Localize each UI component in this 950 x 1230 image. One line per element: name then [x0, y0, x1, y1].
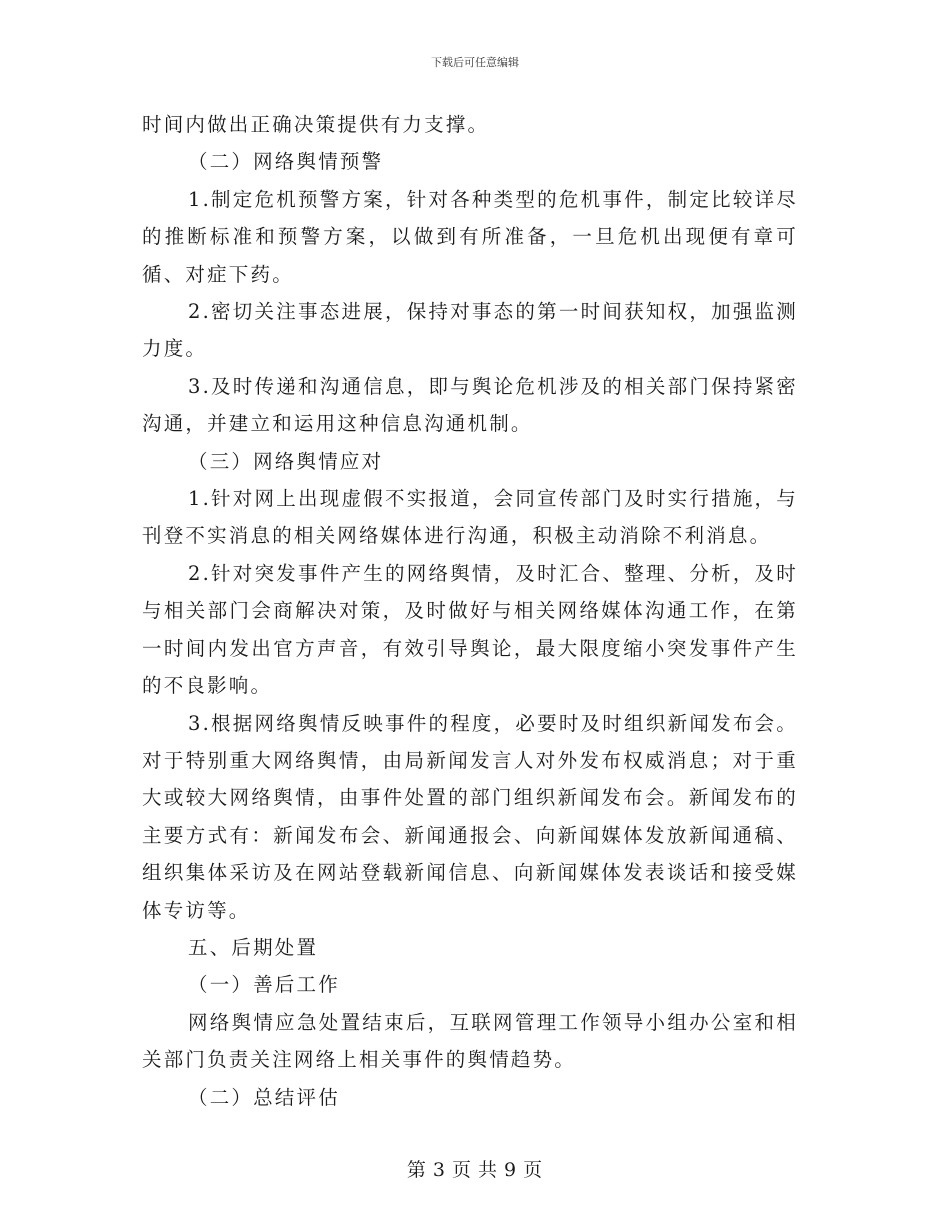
footer-page-number: 3 — [432, 1159, 446, 1181]
page-footer — [0, 1155, 950, 1182]
paragraph: 2.针对突发事件产生的网络舆情，及时汇合、整理、分析，及时与相关部门会商解决对策，及时做好与相关网络媒体沟通工作，在第一时间内发出官方声音，有效引导舆论，最大限度缩小突发事件产生的不良影响。 — [142, 561, 798, 698]
paragraph: 1.针对网上出现虚假不实报道，会同宣传部门及时实行措施，与刊登不实消息的相关网络媒体进行沟通，积极主动消除不利消息。 — [142, 487, 798, 548]
paragraph: 1.制定危机预警方案，针对各种类型的危机事件，制定比较详尽的推断标准和预警方案，以做到有所准备，一旦危机出现便有章可循、对症下药。 — [142, 187, 798, 286]
paragraph: 3.及时传递和沟通信息，即与舆论危机涉及的相关部门保持紧密沟通，并建立和运用这种信息沟通机制。 — [142, 374, 798, 436]
page-header: 下载后可任意编辑 — [431, 56, 519, 69]
footer-ye: 页 — [451, 1159, 472, 1181]
paragraph: 2.密切关注事态进展，保持对事态的第一时间获知权，加强监测力度。 — [142, 300, 798, 361]
paragraph: 3.根据网络舆情反映事件的程度，必要时及时组织新闻发布会。对于特别重大网络舆情，由局新闻发言人对外发布权威消息；对于重大或较大网络舆情，由事件处置的部门组织新闻发布会。新闻发布的主要方式有：新闻发布会、新闻通报会、向新闻媒体发放新闻通稿、组织集体采访及在网站登载新闻信息、向新闻媒体发表谈话和接受媒体专访等。 — [142, 711, 798, 922]
footer-gong: 共 — [478, 1159, 499, 1181]
paragraph: 网络舆情应急处置结束后，互联网管理工作领导小组办公室和相关部门负责关注网络上相关事件的舆情趋势。 — [142, 1010, 798, 1072]
footer-ye: 页 — [523, 1159, 544, 1181]
section-heading: （二）总结评估 — [188, 1085, 340, 1109]
document-body — [142, 106, 798, 1116]
chapter-heading: 五、后期处置 — [188, 935, 319, 959]
footer-total-pages: 9 — [504, 1159, 518, 1181]
paragraph: 时间内做出正确决策提供有力支撑。 — [142, 113, 490, 136]
section-heading: （三）网络舆情应对 — [188, 449, 384, 473]
section-heading: （一）善后工作 — [188, 973, 340, 997]
footer-di: 第 — [406, 1159, 427, 1181]
section-heading: （二）网络舆情预警 — [188, 150, 384, 174]
